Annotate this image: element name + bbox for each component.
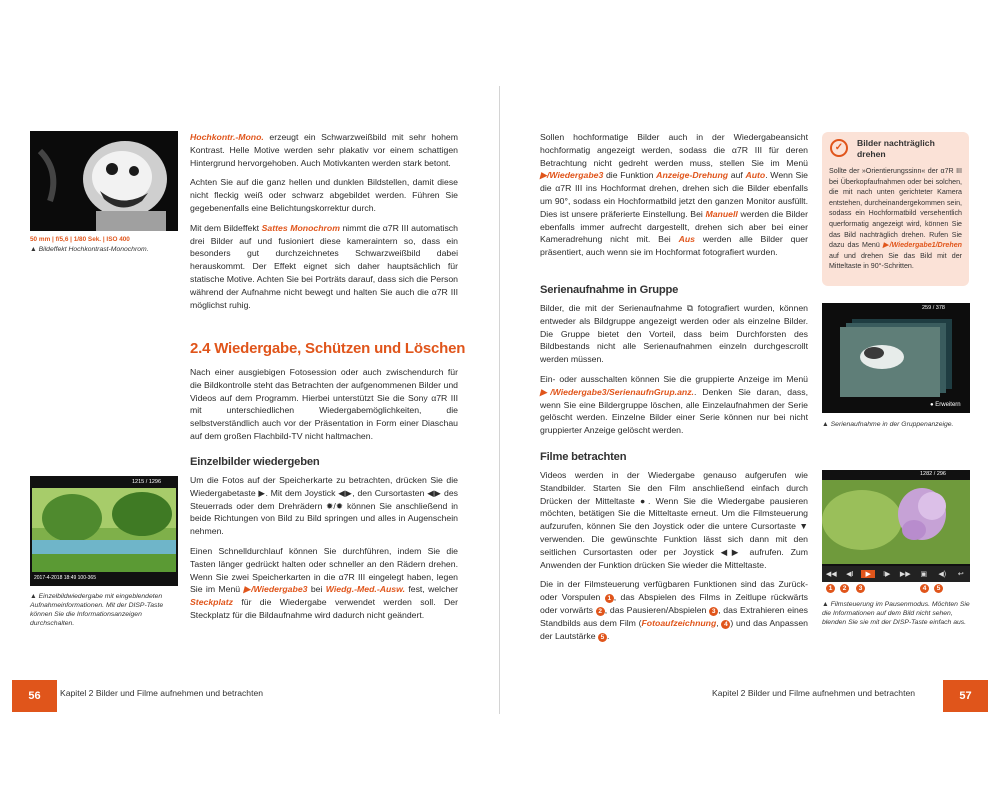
paragraph-text: , das Abspielen des Films in Zeitlupe rückwärts oder vorwärts — [540, 592, 808, 615]
caption-marker-icon: ▲ — [30, 246, 39, 253]
image-counter: 259 / 378 — [922, 305, 945, 311]
tip-box — [822, 132, 969, 286]
paragraph: Bilder, die mit der Serienaufnahme ⧉ fotografiert wurden, können entweder als Bildgruppe angezeigt werden oder als einzelne Bilder. Die Gruppe bietet den Vorteil, dass beim Durchforsten des Bildbestands nicht alle Serienaufnahmen einzeln durchgescrollt werden müssen. — [540, 303, 808, 365]
paragraph-text: . Denken Sie daran, dass, wenn Sie eine Bildergruppe löschen, alle Einzelaufnahmen der Serie gelöscht werden. Einzelne Bilder einer Serie können nur bei nicht gruppierter Anzeige gelöscht werden. — [540, 386, 809, 436]
check-icon: ✓ — [830, 139, 848, 157]
callout-2: 2 — [596, 607, 605, 616]
image-caption: Filmsteuerung im Pausenmodus. Möchten Sie die Informationen auf dem Bild nicht sehen, blenden Sie sie mit der DISP-Taste einfach aus. — [822, 601, 970, 626]
term-highlight: ▶/Wiedergabe3 — [540, 170, 604, 181]
image-caption: Serienaufnahme in der Gruppenanzeige. — [830, 421, 954, 428]
callout-5: 5 — [598, 633, 607, 642]
expand-label: ● Erweitern — [930, 402, 961, 408]
paragraph-text: fest, welcher — [404, 584, 459, 595]
paragraph: Videos werden in der Wiedergabe genauso aufgerufen wie Standbilder. Starten Sie den Film anschließend einfach durch Drücken der Mitteltaste ●. Wenn Sie die Wiedergabe pausieren möchten, betätigen Sie die Mitteltaste erneut. Um die Filmsteuerung aufzurufen, können Sie den Joystick oder die untere Cursortaste ▼ verwenden. Die gewünschte Funktion lässt sich dann mit den seitlichen Cursortasten oder per Joystick ◀▶ aufrufen. Zum Anwenden der Funktion drücken Sie wieder die Mitteltaste. — [540, 470, 808, 570]
caption-marker-icon: ▲ — [30, 593, 39, 600]
subheading: Serienaufnahme in Gruppe — [540, 284, 679, 296]
paragraph-text: . — [606, 630, 610, 641]
movie-control-screen — [822, 470, 970, 582]
paragraph-text: , — [716, 617, 722, 628]
term-highlight: Manuell — [705, 208, 738, 219]
callout-row — [826, 584, 976, 594]
paragraph: Nach einer ausgiebigen Fotosession oder auch zwischendurch für die Bildkontrolle steht das Betrachten der aufgenommenen Bilder und Videos auf dem Programm. Hierbei unterstützt Sie die Sony α7R III mit unterschiedlichen Wiedergabemöglichkeiten, die selbstverständlich auch vor der Präsentation in Form einer Diaschau auf dem großen Flachbild-TV nicht haltmachen. — [190, 367, 458, 441]
paragraph-text: werden die Bilder ebenfalls immer aufrecht dargestellt, drehen sich aber bei einer Kameradrehung nicht mit. Bei — [540, 208, 808, 245]
paragraph — [190, 131, 458, 169]
caption-marker-icon: ▲ — [822, 601, 831, 608]
callout-3-marker: 3 — [856, 584, 865, 593]
page-number: 56 — [12, 680, 57, 712]
paragraph-text: Einen Schnelldurchlauf können Sie durchführen, indem Sie die Tasten länger gedrückt halten oder schneller an den Rädern drehen. Wenn Sie zwei Speicherkarten in die α7R III eingelegt haben, legen Sie im Menü — [190, 545, 458, 595]
tip-text: Sollte der »Orientierungssinn« der α7R III bei Überkopfaufnahmen oder bei solchen, die mit nach unten gerichteter Kamera entstehen, durcheinandergekommen sein, sodass ein Hochformatbild versehentlich querformatig angezeigt wird, können Sie das Bild nachträglich drehen. Rufen Sie dazu das Menü — [829, 167, 962, 250]
paragraph-text: Die in der Filmsteuerung verfügbaren Funktionen sind das Zurück- oder Vorspulen — [540, 579, 808, 603]
page-footer: Kapitel 2 Bilder und Filme aufnehmen und betrachten — [60, 688, 264, 698]
movie-control-bar — [822, 566, 970, 582]
caption-marker-icon: ▲ — [822, 421, 831, 428]
paragraph: Um die Fotos auf der Speicherkarte zu betrachten, drücken Sie die Wiedergabetaste ▶. Mit dem Joystick ◀▶, den Cursortasten ◀▶ des Steuerrads oder dem Drehrädern ✹/✹ können Sie anschließend in beide Richtungen von Bild zu Bild springen und alles in Augenschein nehmen. — [190, 475, 458, 537]
tip-text: auf und drehen Sie das Bild mit der Mitteltaste in 90°-Schritten. — [829, 251, 962, 271]
term-highlight: Auto — [745, 170, 766, 181]
term-highlight: ▶/Wiedergabe3/SerienaufnGrup.anz. — [540, 386, 694, 397]
term-highlight: Sattes Monochrom — [261, 222, 340, 233]
callout-5-marker: 5 — [934, 584, 943, 593]
term-highlight: Wiedg.-Med.-Ausw. — [325, 584, 405, 595]
paragraph — [540, 578, 808, 642]
play-pause-icon[interactable]: ▶ — [861, 570, 875, 578]
paragraph — [190, 545, 458, 622]
image-counter: 1215 / 1296 — [132, 479, 162, 485]
paragraph-text: , das Pausieren/Abspielen — [604, 604, 710, 615]
term-highlight: Aus — [678, 234, 695, 245]
image-caption: Einzelbildwiedergabe mit eingeblendeten Aufnahmeinformationen. Mit der DISP-Taste können Sie die Informationsanzeigen durchschalten. — [30, 593, 164, 627]
term-highlight: Steckplatz — [190, 597, 233, 608]
callout-4: 4 — [721, 620, 730, 629]
paragraph-text: für die Wiedergabe verwendet werden soll. Der Steckplatz für die Bildaufnahme wird dadurch nicht geändert. — [190, 597, 458, 620]
image-meta: 50 mm | f/5,6 | 1/80 Sek. | ISO 400 — [30, 236, 130, 243]
group-display-screen — [822, 303, 970, 413]
paragraph-text: erzeugt ein Schwarzweißbild mit sehr hohem Kontrast. Helle Motive werden sehr plakativ vor einem schattigen Hintergrund hervorgehoben. Auch Motivkanten werden stark betont. — [190, 132, 458, 168]
subheading: Einzelbilder wiedergeben — [190, 456, 320, 468]
slow-reverse-icon[interactable]: ◀I — [846, 571, 854, 578]
image-info-bar: 2017-4-2018 18:49 100-365 — [34, 575, 96, 581]
return-icon[interactable]: ↩ — [957, 571, 964, 578]
term-highlight: Anzeige-Drehung — [656, 170, 729, 181]
subheading: Filme betrachten — [540, 451, 627, 463]
paragraph-text: Ein- oder ausschalten können Sie die gruppierte Anzeige im Menü — [540, 373, 808, 384]
landscape-graphic — [32, 478, 176, 584]
page-number: 57 — [943, 680, 988, 712]
monochrome-statue-image — [30, 131, 178, 231]
section-heading: 2.4 Wiedergabe, Schützen und Löschen — [190, 340, 466, 357]
paragraph-text: die Funktion — [603, 170, 657, 181]
tip-title: Bilder nachträglich drehen — [857, 138, 935, 159]
paragraph-text: bei — [307, 584, 326, 595]
term-highlight: ▶/Wiedergabe3 — [243, 584, 308, 595]
paragraph-text: nimmt die α7R III automatisch drei Bilder auf und fusioniert diese kameraintern so, dass ein besonders gut durchzeichnetes Schwarzweißbild dabei herauskommt. Der Effekt eignet sich daher hauptsächlich für statische Motive. Achten Sie bei Porträts darauf, dass sich die Person während der Aufnahme nicht bewegt und halten Sie auch die α7R III möglichst ruhig. — [190, 222, 458, 310]
playback-screen-image — [30, 476, 178, 586]
paragraph-text: Mit dem Bildeffekt — [190, 222, 262, 233]
paragraph-text: . Wenn Sie die α7R III ins Hochformat drehen, drehen sich die Bilder ebenfalls um 90°, sodass ein Hochformatbild jetzt den ganzen Monitor ausfüllt. Dies ist unsere präferierte Einstellung. Bei — [540, 170, 809, 219]
callout-4-marker: 4 — [920, 584, 929, 593]
paragraph — [190, 222, 458, 312]
fast-forward-icon[interactable]: ▶▶ — [899, 571, 911, 578]
image-counter: 1282 / 296 — [920, 471, 946, 477]
paragraph — [540, 131, 808, 259]
paragraph-text: werden alle Bilder quer präsentiert, auch wenn sie im Hochformat fotografiert wurden. — [540, 234, 808, 258]
paragraph-text: , das Extrahieren eines Standbilds aus dem Film ( — [540, 604, 809, 628]
term-highlight: ▶/Wiedergabe1/Drehen — [882, 241, 962, 250]
statue-graphic — [30, 131, 178, 231]
paragraph — [540, 373, 808, 437]
callout-1-marker: 1 — [826, 584, 835, 593]
callout-2-marker: 2 — [840, 584, 849, 593]
group-screen-graphic — [822, 303, 970, 413]
paragraph: Achten Sie auf die ganz hellen und dunklen Bildstellen, damit diese nicht fleckig weiß oder schwarz abgebildet werden. Führen Sie gegebenenfalls eine Belichtungskorrektur durch. — [190, 177, 458, 213]
volume-icon[interactable]: ◀) — [938, 571, 947, 578]
paragraph-text: Sollen hochformatige Bilder auch in der Wiedergabeansicht hochformatig angezeigt werden, sodass die α7R III für deren Betrachtung nicht gedreht werden muss, stellen Sie im Menü — [540, 132, 808, 168]
term-highlight: Hochkontr.-Mono. — [190, 132, 264, 142]
paragraph-text: ) und das Anpassen der Lautstärke — [540, 617, 808, 641]
page-footer: Kapitel 2 Bilder und Filme aufnehmen und betrachten — [712, 688, 916, 698]
image-caption: Bildeffekt Hochkontrast-Monochrom. — [38, 246, 149, 253]
slow-forward-icon[interactable]: I▶ — [883, 571, 891, 578]
tip-body — [829, 166, 962, 272]
term-highlight: Fotoaufzeichnung — [641, 617, 717, 628]
callout-3: 3 — [709, 607, 718, 616]
rewind-icon[interactable]: ◀◀ — [825, 571, 837, 578]
callout-1: 1 — [605, 594, 614, 603]
photo-capture-icon[interactable]: ▣ — [920, 571, 928, 578]
paragraph-text: auf — [728, 170, 746, 181]
